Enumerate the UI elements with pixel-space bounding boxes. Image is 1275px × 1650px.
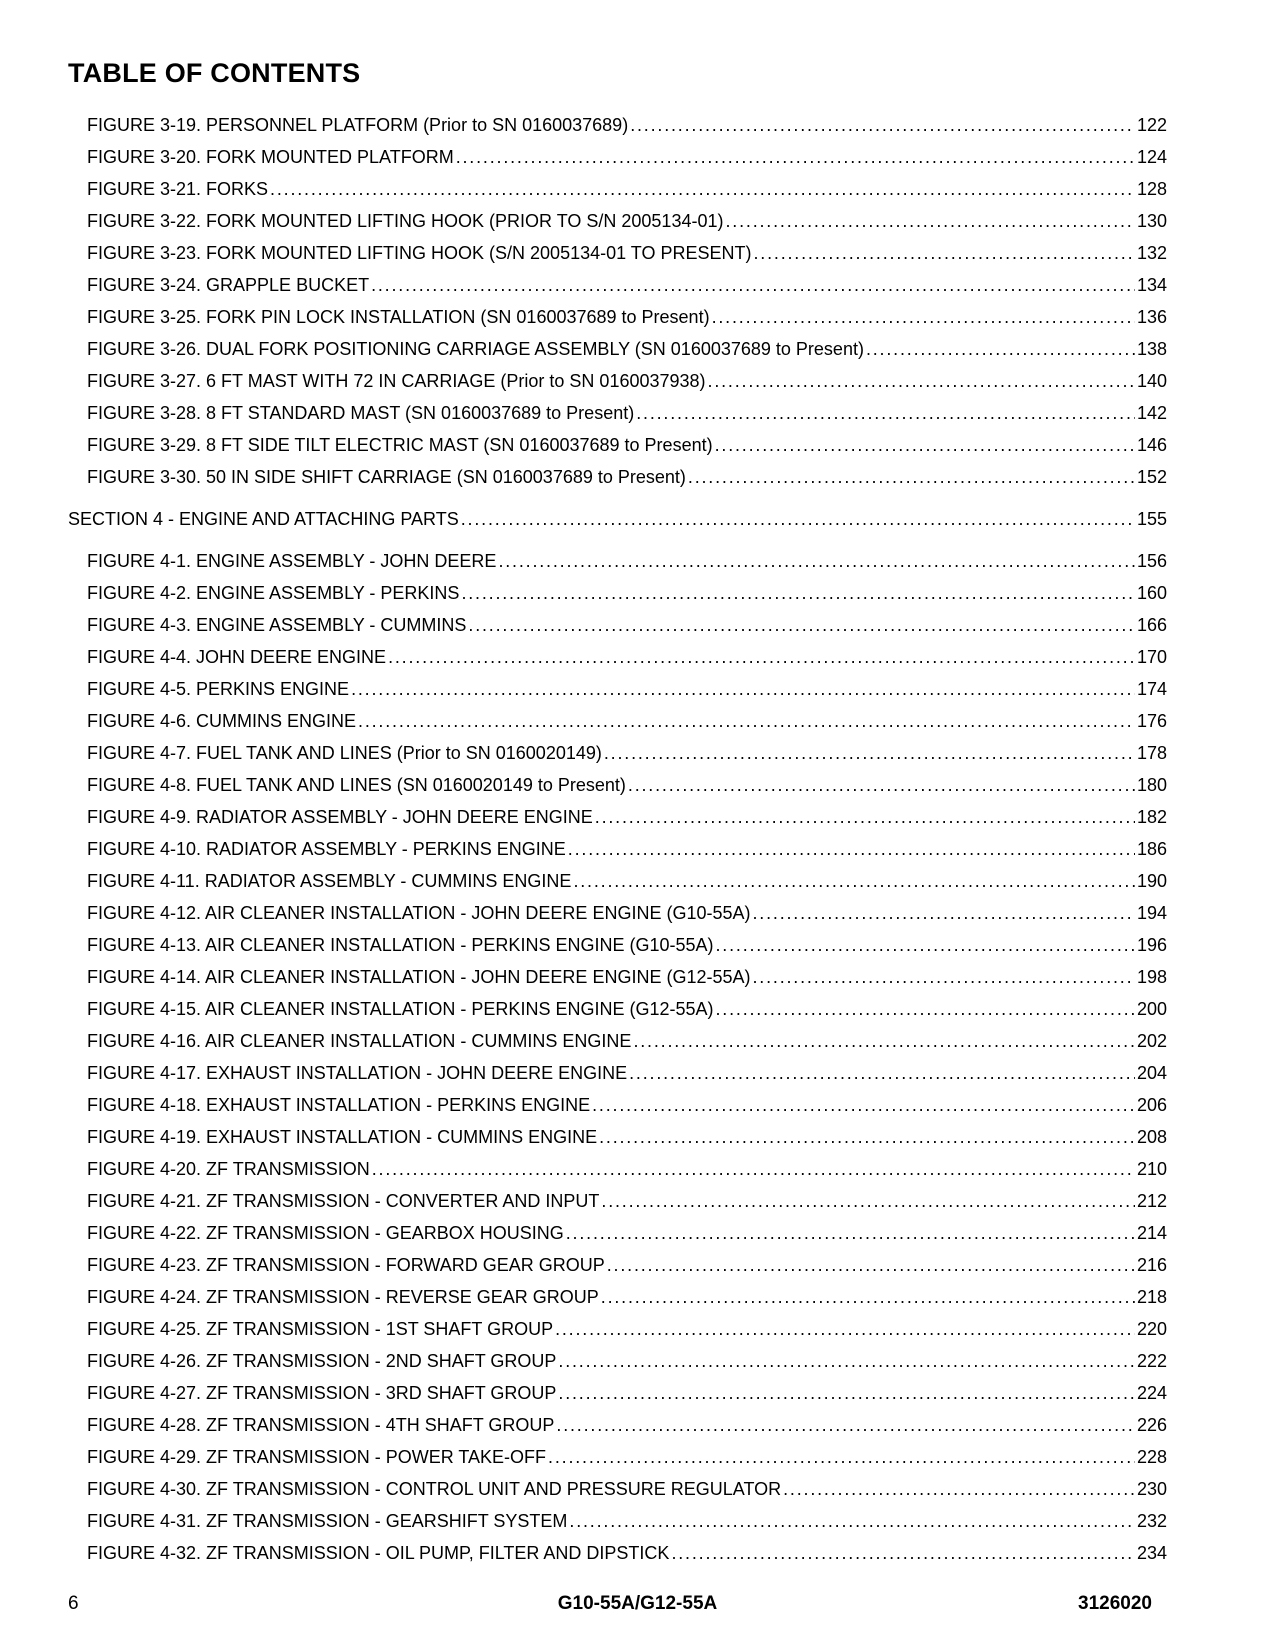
toc-entry-page: 196: [1136, 935, 1167, 955]
footer-page-number: 6: [68, 1593, 79, 1614]
toc-figure-entry[interactable]: [68, 301, 1167, 333]
toc-figure-entry[interactable]: [68, 1249, 1167, 1281]
toc-figure-entry[interactable]: [68, 205, 1167, 237]
toc-figure-entry[interactable]: [68, 833, 1167, 865]
toc-entry-page: 174: [1136, 679, 1167, 699]
toc-figure-entry[interactable]: [68, 269, 1167, 301]
dot-leader: [753, 961, 1135, 993]
toc-section-entry[interactable]: [68, 503, 1167, 535]
dot-leader: [599, 1121, 1135, 1153]
toc-entry-label: FIGURE 3-20. FORK MOUNTED PLATFORM: [87, 147, 454, 167]
dot-leader: [372, 1153, 1135, 1185]
toc-entry-label: SECTION 4 - ENGINE AND ATTACHING PARTS: [68, 509, 459, 529]
dot-leader: [753, 897, 1135, 929]
toc-figure-entry[interactable]: [68, 929, 1167, 961]
toc-figure-entry[interactable]: [68, 1409, 1167, 1441]
toc-figure-entry[interactable]: [68, 865, 1167, 897]
toc-figure-entry[interactable]: [68, 1153, 1167, 1185]
toc-figure-entry[interactable]: [68, 1025, 1167, 1057]
toc-entry-label: FIGURE 3-22. FORK MOUNTED LIFTING HOOK (PRIOR TO S/N 2005134-01): [87, 211, 724, 231]
dot-leader: [716, 993, 1135, 1025]
toc-entry-page: 214: [1136, 1223, 1167, 1243]
toc-entry-label: FIGURE 3-30. 50 IN SIDE SHIFT CARRIAGE (SN 0160037689 to Present): [87, 467, 686, 487]
toc-figure-entry[interactable]: [68, 769, 1167, 801]
dot-leader: [630, 109, 1135, 141]
toc-entry-page: 226: [1136, 1415, 1167, 1435]
toc-entry-label: FIGURE 4-16. AIR CLEANER INSTALLATION - CUMMINS ENGINE: [87, 1031, 632, 1051]
toc-figure-entry[interactable]: [68, 461, 1167, 493]
toc-entry-label: FIGURE 3-24. GRAPPLE BUCKET: [87, 275, 370, 295]
toc-entry-label: FIGURE 4-12. AIR CLEANER INSTALLATION - JOHN DEERE ENGINE (G10-55A): [87, 903, 751, 923]
toc-entry-label: FIGURE 4-21. ZF TRANSMISSION - CONVERTER AND INPUT: [87, 1191, 600, 1211]
toc-figure-entry[interactable]: [68, 237, 1167, 269]
toc-entry-page: 160: [1136, 583, 1167, 603]
toc-entry-label: FIGURE 4-26. ZF TRANSMISSION - 2ND SHAFT GROUP: [87, 1351, 557, 1371]
toc-entry-label: FIGURE 4-32. ZF TRANSMISSION - OIL PUMP, FILTER AND DIPSTICK: [87, 1543, 670, 1563]
toc-figure-entry[interactable]: [68, 1057, 1167, 1089]
toc-entry-page: 178: [1136, 743, 1167, 763]
toc-figure-entry[interactable]: [68, 429, 1167, 461]
toc-entry-label: FIGURE 4-15. AIR CLEANER INSTALLATION - PERKINS ENGINE (G12-55A): [87, 999, 714, 1019]
toc-entry-page: 200: [1136, 999, 1167, 1019]
dot-leader: [607, 1249, 1135, 1281]
toc-figure-entry[interactable]: [68, 365, 1167, 397]
dot-leader: [715, 429, 1135, 461]
toc-entry-page: 210: [1136, 1159, 1167, 1179]
dot-leader: [601, 1185, 1135, 1217]
dot-leader: [671, 1537, 1135, 1569]
toc-entry-label: FIGURE 3-23. FORK MOUNTED LIFTING HOOK (S/N 2005134-01 TO PRESENT): [87, 243, 752, 263]
footer-model: G10-55A/G12-55A: [557, 1593, 718, 1614]
toc-figure-entry[interactable]: [68, 333, 1167, 365]
dot-leader: [595, 801, 1135, 833]
toc-entry-page: 198: [1136, 967, 1167, 987]
toc-entry-page: 146: [1136, 435, 1167, 455]
dot-leader: [548, 1441, 1135, 1473]
toc-figure-entry[interactable]: [68, 397, 1167, 429]
toc-entry-label: FIGURE 4-4. JOHN DEERE ENGINE: [87, 647, 387, 667]
toc-entry-page: 180: [1136, 775, 1167, 795]
toc-entry-label: FIGURE 4-20. ZF TRANSMISSION: [87, 1159, 370, 1179]
dot-leader: [604, 737, 1135, 769]
toc-figure-entry[interactable]: [68, 1377, 1167, 1409]
toc-entry-label: FIGURE 4-19. EXHAUST INSTALLATION - CUMMINS ENGINE: [87, 1127, 598, 1147]
page-title: TABLE OF CONTENTS: [68, 58, 361, 88]
toc-entry-page: 232: [1136, 1511, 1167, 1531]
dot-leader: [569, 1505, 1135, 1537]
toc-figure-entry[interactable]: [68, 545, 1167, 577]
dot-leader: [461, 577, 1135, 609]
dot-leader: [556, 1409, 1135, 1441]
toc-entry-page: 186: [1136, 839, 1167, 859]
toc-entry-page: 132: [1136, 243, 1167, 263]
toc-entry-page: 142: [1136, 403, 1167, 423]
toc-figure-entry[interactable]: [68, 1281, 1167, 1313]
toc-entry-label: FIGURE 3-25. FORK PIN LOCK INSTALLATION (SN 0160037689 to Present): [87, 307, 710, 327]
dot-leader: [725, 205, 1134, 237]
toc-figure-entry[interactable]: [68, 1121, 1167, 1153]
dot-leader: [688, 461, 1135, 493]
toc-entry-label: FIGURE 4-13. AIR CLEANER INSTALLATION - PERKINS ENGINE (G10-55A): [87, 935, 714, 955]
toc-entry-label: FIGURE 3-29. 8 FT SIDE TILT ELECTRIC MAST (SN 0160037689 to Present): [87, 435, 713, 455]
dot-leader: [629, 1057, 1135, 1089]
toc-entry-label: FIGURE 4-5. PERKINS ENGINE: [87, 679, 350, 699]
toc-entry-page: 216: [1136, 1255, 1167, 1275]
dot-leader: [371, 269, 1135, 301]
toc-entry-label: FIGURE 4-1. ENGINE ASSEMBLY - JOHN DEERE: [87, 551, 497, 571]
dot-leader: [351, 673, 1135, 705]
toc-entry-label: FIGURE 4-17. EXHAUST INSTALLATION - JOHN DEERE ENGINE: [87, 1063, 628, 1083]
toc-figure-entry[interactable]: [68, 801, 1167, 833]
toc-entry-label: FIGURE 4-30. ZF TRANSMISSION - CONTROL UNIT AND PRESSURE REGULATOR: [87, 1479, 782, 1499]
toc-entry-label: FIGURE 4-22. ZF TRANSMISSION - GEARBOX HOUSING: [87, 1223, 564, 1243]
toc-figure-entry[interactable]: [68, 993, 1167, 1025]
toc-entry-label: FIGURE 4-25. ZF TRANSMISSION - 1ST SHAFT GROUP: [87, 1319, 554, 1339]
footer-document-number: 3126020: [1078, 1593, 1152, 1614]
toc-entry-label: FIGURE 4-6. CUMMINS ENGINE: [87, 711, 357, 731]
toc-entry-page: 138: [1136, 339, 1167, 359]
dot-leader: [498, 545, 1135, 577]
dot-leader: [866, 333, 1135, 365]
toc-figure-entry[interactable]: [68, 641, 1167, 673]
dot-leader: [716, 929, 1135, 961]
toc-entry-page: 152: [1136, 467, 1167, 487]
toc-figure-entry[interactable]: [68, 1089, 1167, 1121]
toc-entry-page: 224: [1136, 1383, 1167, 1403]
toc-entry-label: FIGURE 4-24. ZF TRANSMISSION - REVERSE GEAR GROUP: [87, 1287, 599, 1307]
toc-list: [68, 109, 1167, 1569]
dot-leader: [573, 865, 1135, 897]
toc-entry-label: FIGURE 3-26. DUAL FORK POSITIONING CARRIAGE ASSEMBLY (SN 0160037689 to Present): [87, 339, 864, 359]
toc-entry-label: FIGURE 4-29. ZF TRANSMISSION - POWER TAKE-OFF: [87, 1447, 547, 1467]
toc-entry-page: 128: [1136, 179, 1167, 199]
dot-leader: [558, 1377, 1135, 1409]
toc-figure-entry[interactable]: [68, 673, 1167, 705]
toc-entry-page: 140: [1136, 371, 1167, 391]
dot-leader: [712, 301, 1135, 333]
toc-figure-entry[interactable]: [68, 1313, 1167, 1345]
toc-figure-entry[interactable]: [68, 1185, 1167, 1217]
toc-entry-label: FIGURE 4-28. ZF TRANSMISSION - 4TH SHAFT GROUP: [87, 1415, 555, 1435]
dot-leader: [468, 609, 1135, 641]
toc-entry-label: FIGURE 4-23. ZF TRANSMISSION - FORWARD GEAR GROUP: [87, 1255, 605, 1275]
toc-entry-page: 182: [1136, 807, 1167, 827]
toc-entry-label: FIGURE 4-9. RADIATOR ASSEMBLY - JOHN DEERE ENGINE: [87, 807, 593, 827]
toc-figure-entry[interactable]: [68, 897, 1167, 929]
dot-leader: [783, 1473, 1135, 1505]
dot-leader: [636, 397, 1135, 429]
toc-entry-page: 218: [1136, 1287, 1167, 1307]
toc-entry-label: FIGURE 4-2. ENGINE ASSEMBLY - PERKINS: [87, 583, 460, 603]
toc-entry-label: FIGURE 4-3. ENGINE ASSEMBLY - CUMMINS: [87, 615, 467, 635]
toc-entry-page: 124: [1136, 147, 1167, 167]
toc-entry-page: 170: [1136, 647, 1167, 667]
toc-entry-label: FIGURE 4-10. RADIATOR ASSEMBLY - PERKINS ENGINE: [87, 839, 566, 859]
toc-entry-page: 206: [1136, 1095, 1167, 1115]
toc-entry-page: 212: [1136, 1191, 1167, 1211]
toc-entry-label: FIGURE 3-28. 8 FT STANDARD MAST (SN 0160037689 to Present): [87, 403, 635, 423]
toc-figure-entry[interactable]: [68, 961, 1167, 993]
toc-entry-page: 156: [1136, 551, 1167, 571]
toc-entry-page: 234: [1136, 1543, 1167, 1563]
toc-entry-page: 190: [1136, 871, 1167, 891]
toc-entry-page: 204: [1136, 1063, 1167, 1083]
dot-leader: [633, 1025, 1135, 1057]
toc-entry-page: 155: [1136, 509, 1167, 529]
dot-leader: [555, 1313, 1135, 1345]
toc-entry-label: FIGURE 4-7. FUEL TANK AND LINES (Prior to SN 0160020149): [87, 743, 602, 763]
toc-entry-page: 202: [1136, 1031, 1167, 1051]
toc-entry-label: FIGURE 4-31. ZF TRANSMISSION - GEARSHIFT SYSTEM: [87, 1511, 568, 1531]
toc-entry-label: FIGURE 3-19. PERSONNEL PLATFORM (Prior to SN 0160037689): [87, 115, 629, 135]
toc-entry-page: 130: [1136, 211, 1167, 231]
toc-entry-page: 220: [1136, 1319, 1167, 1339]
dot-leader: [566, 1217, 1135, 1249]
toc-entry-label: FIGURE 4-8. FUEL TANK AND LINES (SN 0160020149 to Present): [87, 775, 626, 795]
toc-figure-entry[interactable]: [68, 609, 1167, 641]
toc-figure-entry[interactable]: [68, 1473, 1167, 1505]
toc-entry-page: 228: [1136, 1447, 1167, 1467]
toc-figure-entry[interactable]: [68, 577, 1167, 609]
dot-leader: [601, 1281, 1135, 1313]
dot-leader: [708, 365, 1135, 397]
toc-figure-entry[interactable]: [68, 173, 1167, 205]
toc-entry-label: FIGURE 3-21. FORKS: [87, 179, 269, 199]
toc-entry-page: 176: [1136, 711, 1167, 731]
toc-entry-label: FIGURE 4-14. AIR CLEANER INSTALLATION - JOHN DEERE ENGINE (G12-55A): [87, 967, 751, 987]
toc-entry-page: 122: [1136, 115, 1167, 135]
toc-figure-entry[interactable]: [68, 737, 1167, 769]
dot-leader: [558, 1345, 1135, 1377]
dot-leader: [270, 173, 1135, 205]
toc-figure-entry[interactable]: [68, 1441, 1167, 1473]
toc-entry-label: FIGURE 4-18. EXHAUST INSTALLATION - PERKINS ENGINE: [87, 1095, 591, 1115]
toc-entry-page: 230: [1136, 1479, 1167, 1499]
dot-leader: [358, 705, 1135, 737]
dot-leader: [461, 503, 1135, 535]
toc-figure-entry[interactable]: [68, 109, 1167, 141]
toc-entry-page: 208: [1136, 1127, 1167, 1147]
dot-leader: [456, 141, 1135, 173]
toc-entry-page: 136: [1136, 307, 1167, 327]
toc-entry-page: 194: [1136, 903, 1167, 923]
toc-figure-entry[interactable]: [68, 1537, 1167, 1569]
dot-leader: [388, 641, 1135, 673]
toc-figure-entry[interactable]: [68, 705, 1167, 737]
toc-entry-page: 134: [1136, 275, 1167, 295]
toc-entry-label: FIGURE 4-27. ZF TRANSMISSION - 3RD SHAFT GROUP: [87, 1383, 557, 1403]
toc-figure-entry[interactable]: [68, 1345, 1167, 1377]
toc-entry-page: 222: [1136, 1351, 1167, 1371]
dot-leader: [592, 1089, 1135, 1121]
dot-leader: [754, 237, 1135, 269]
toc-entry-label: FIGURE 3-27. 6 FT MAST WITH 72 IN CARRIAGE (Prior to SN 0160037938): [87, 371, 706, 391]
toc-figure-entry[interactable]: [68, 1505, 1167, 1537]
toc-figure-entry[interactable]: [68, 1217, 1167, 1249]
toc-entry-label: FIGURE 4-11. RADIATOR ASSEMBLY - CUMMINS ENGINE: [87, 871, 572, 891]
toc-figure-entry[interactable]: [68, 141, 1167, 173]
dot-leader: [628, 769, 1135, 801]
toc-entry-page: 166: [1136, 615, 1167, 635]
dot-leader: [568, 833, 1135, 865]
